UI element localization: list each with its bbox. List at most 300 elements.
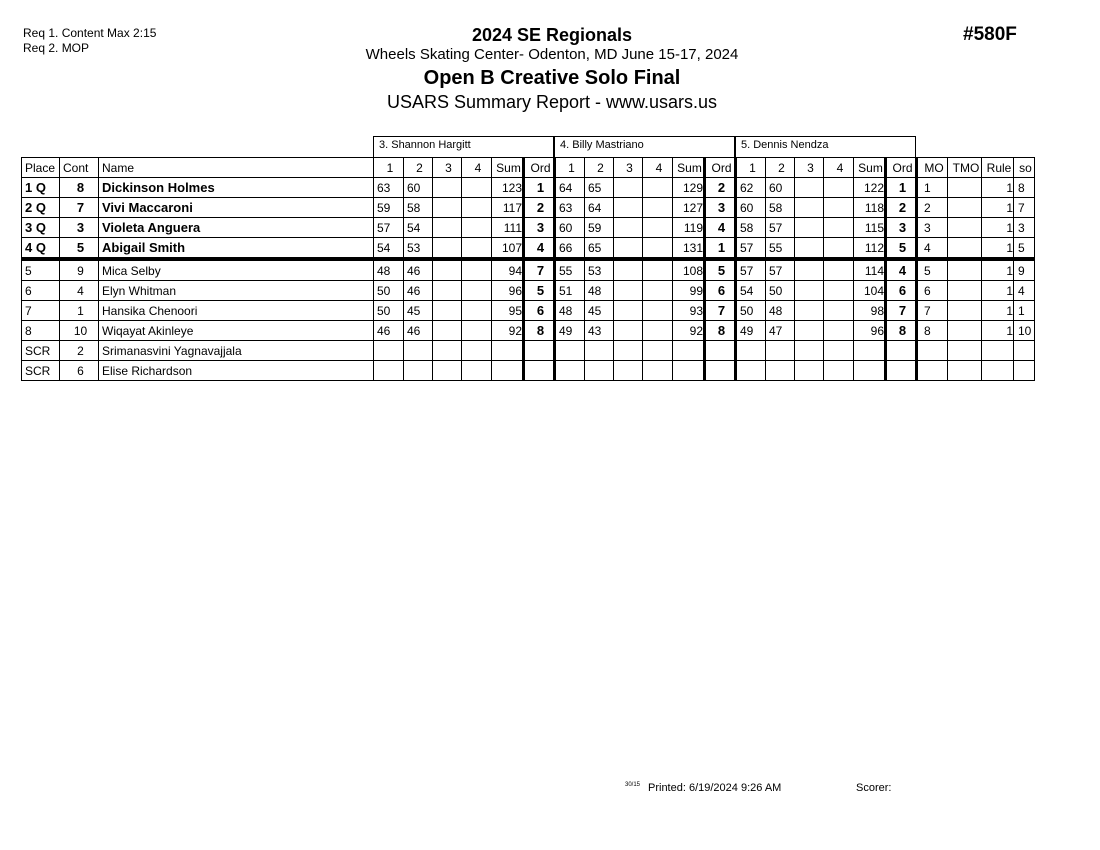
table-cell: 2 xyxy=(524,198,555,218)
table-cell: 1 xyxy=(982,281,1014,301)
judge-5-label: 5. Dennis Nendza xyxy=(735,136,916,157)
table-cell: 1 xyxy=(982,321,1014,341)
table-cell xyxy=(824,178,854,198)
table-cell xyxy=(462,178,492,198)
skater-name-cell: Hansika Chenoori xyxy=(99,301,374,321)
table-cell: 48 xyxy=(374,259,404,281)
skater-name-cell: Elise Richardson xyxy=(99,361,374,381)
place-cell: 3 Q xyxy=(22,218,60,238)
column-header: Ord xyxy=(886,158,917,178)
table-cell xyxy=(433,259,462,281)
table-cell: 112 xyxy=(854,238,886,260)
table-cell xyxy=(824,218,854,238)
table-cell: 4 xyxy=(1014,281,1035,301)
place-cell: SCR xyxy=(22,341,60,361)
table-cell: 117 xyxy=(492,198,524,218)
table-cell xyxy=(705,361,736,381)
skater-name-cell: Vivi Maccaroni xyxy=(99,198,374,218)
table-cell xyxy=(614,321,643,341)
table-cell: 57 xyxy=(766,259,795,281)
table-row xyxy=(22,198,1035,218)
table-cell: 5 xyxy=(60,238,99,260)
scorer-label: Scorer: xyxy=(856,782,892,794)
table-cell xyxy=(948,178,982,198)
table-cell: 57 xyxy=(374,218,404,238)
column-header: 2 xyxy=(766,158,795,178)
table-cell xyxy=(886,341,917,361)
table-cell: 5 xyxy=(524,281,555,301)
table-cell: 58 xyxy=(766,198,795,218)
table-cell: 111 xyxy=(492,218,524,238)
table-cell xyxy=(766,341,795,361)
table-cell xyxy=(433,301,462,321)
table-cell xyxy=(854,341,886,361)
table-cell xyxy=(824,301,854,321)
table-cell xyxy=(524,361,555,381)
table-cell: 6 xyxy=(524,301,555,321)
table-cell xyxy=(854,361,886,381)
report-name: USARS Summary Report - www.usars.us xyxy=(386,92,718,112)
table-cell: 54 xyxy=(374,238,404,260)
column-header: Sum xyxy=(673,158,705,178)
skater-name-cell: Wiqayat Akinleye xyxy=(99,321,374,341)
table-cell: 1 xyxy=(60,301,99,321)
judge-4-label: 4. Billy Mastriano xyxy=(554,136,735,157)
table-cell: 1 xyxy=(1014,301,1035,321)
table-cell: 47 xyxy=(766,321,795,341)
table-cell xyxy=(673,341,705,361)
table-cell: 114 xyxy=(854,259,886,281)
table-cell xyxy=(404,361,433,381)
table-cell: 131 xyxy=(673,238,705,260)
footer-code: 30/15 xyxy=(625,782,641,788)
table-cell xyxy=(948,198,982,218)
table-cell xyxy=(948,218,982,238)
table-cell: 3 xyxy=(886,218,917,238)
table-cell xyxy=(643,178,673,198)
table-cell: 1 xyxy=(982,259,1014,281)
requirement-2: Req 2. MOP xyxy=(23,41,90,55)
table-cell: 127 xyxy=(673,198,705,218)
table-cell: 55 xyxy=(766,238,795,260)
table-cell xyxy=(643,218,673,238)
table-cell: 7 xyxy=(917,301,948,321)
skater-name-cell: Abigail Smith xyxy=(99,238,374,260)
table-cell: 62 xyxy=(736,178,766,198)
table-cell xyxy=(614,178,643,198)
skater-name-cell: Dickinson Holmes xyxy=(99,178,374,198)
table-cell: 118 xyxy=(854,198,886,218)
table-cell xyxy=(462,259,492,281)
table-cell xyxy=(824,321,854,341)
table-cell xyxy=(462,238,492,260)
column-header: 1 xyxy=(555,158,585,178)
table-cell: 1 xyxy=(982,178,1014,198)
table-cell: 64 xyxy=(555,178,585,198)
table-cell xyxy=(948,259,982,281)
column-header: 2 xyxy=(404,158,433,178)
table-cell: 129 xyxy=(673,178,705,198)
column-header: Ord xyxy=(524,158,555,178)
column-header: MO xyxy=(917,158,948,178)
table-cell: 58 xyxy=(736,218,766,238)
table-cell: 57 xyxy=(736,238,766,260)
event-name: Open B Creative Solo Final xyxy=(423,67,681,89)
table-cell: 63 xyxy=(374,178,404,198)
table-cell xyxy=(462,218,492,238)
table-row xyxy=(22,361,1035,381)
table-cell: 95 xyxy=(492,301,524,321)
table-cell xyxy=(614,259,643,281)
table-cell xyxy=(795,281,824,301)
table-cell xyxy=(705,341,736,361)
table-cell: 54 xyxy=(736,281,766,301)
table-cell xyxy=(736,341,766,361)
results-body xyxy=(22,158,1035,381)
table-cell: 3 xyxy=(705,198,736,218)
table-cell: 123 xyxy=(492,178,524,198)
table-cell: 6 xyxy=(917,281,948,301)
table-header-row xyxy=(22,158,1035,178)
table-cell: 8 xyxy=(705,321,736,341)
table-cell: 1 xyxy=(982,301,1014,321)
table-cell xyxy=(614,218,643,238)
table-cell: 122 xyxy=(854,178,886,198)
place-cell: 5 xyxy=(22,259,60,281)
table-cell: 8 xyxy=(1014,178,1035,198)
table-cell: 64 xyxy=(585,198,614,218)
table-cell: 66 xyxy=(555,238,585,260)
table-cell xyxy=(948,361,982,381)
results-table xyxy=(21,157,1035,381)
table-cell xyxy=(492,361,524,381)
column-header: 4 xyxy=(462,158,492,178)
column-header: Sum xyxy=(492,158,524,178)
table-cell: 10 xyxy=(1014,321,1035,341)
table-cell: 1 xyxy=(524,178,555,198)
table-cell xyxy=(462,281,492,301)
table-cell: 46 xyxy=(374,321,404,341)
table-cell xyxy=(917,361,948,381)
table-cell xyxy=(673,361,705,381)
place-cell: 6 xyxy=(22,281,60,301)
place-cell: 8 xyxy=(22,321,60,341)
table-cell xyxy=(614,341,643,361)
table-cell: 8 xyxy=(524,321,555,341)
column-header: 1 xyxy=(736,158,766,178)
table-cell xyxy=(462,301,492,321)
table-cell: 10 xyxy=(60,321,99,341)
table-cell xyxy=(948,321,982,341)
table-cell: 4 xyxy=(886,259,917,281)
table-cell: 5 xyxy=(917,259,948,281)
table-cell xyxy=(824,281,854,301)
table-cell xyxy=(795,341,824,361)
table-row xyxy=(22,341,1035,361)
table-cell xyxy=(614,361,643,381)
table-cell: 7 xyxy=(60,198,99,218)
column-header: 1 xyxy=(374,158,404,178)
table-cell xyxy=(948,341,982,361)
table-cell: 96 xyxy=(492,281,524,301)
table-cell xyxy=(948,238,982,260)
table-cell xyxy=(1014,341,1035,361)
table-cell xyxy=(462,361,492,381)
table-cell xyxy=(1014,361,1035,381)
table-cell: 7 xyxy=(1014,198,1035,218)
table-cell: 2 xyxy=(917,198,948,218)
table-cell: 50 xyxy=(374,281,404,301)
table-cell: 2 xyxy=(886,198,917,218)
table-cell: 58 xyxy=(404,198,433,218)
place-cell: 7 xyxy=(22,301,60,321)
table-cell xyxy=(795,238,824,260)
skater-name-cell: Elyn Whitman xyxy=(99,281,374,301)
table-cell xyxy=(614,198,643,218)
table-cell xyxy=(795,321,824,341)
table-cell xyxy=(374,341,404,361)
place-cell: SCR xyxy=(22,361,60,381)
table-cell: 50 xyxy=(374,301,404,321)
judge-3-label: 3. Shannon Hargitt xyxy=(373,136,554,157)
table-cell xyxy=(917,341,948,361)
column-header: 2 xyxy=(585,158,614,178)
table-cell xyxy=(643,341,673,361)
table-cell: 45 xyxy=(585,301,614,321)
table-cell: 60 xyxy=(736,198,766,218)
table-cell xyxy=(614,301,643,321)
table-row xyxy=(22,178,1035,198)
table-cell xyxy=(433,198,462,218)
table-cell: 119 xyxy=(673,218,705,238)
table-cell: 8 xyxy=(886,321,917,341)
table-row xyxy=(22,281,1035,301)
skater-name-cell: Srimanasvini Yagnavajjala xyxy=(99,341,374,361)
table-cell xyxy=(404,341,433,361)
venue-line: Wheels Skating Center- Odenton, MD June 15-17, 2024 xyxy=(365,46,739,63)
table-cell xyxy=(886,361,917,381)
table-cell xyxy=(433,238,462,260)
table-cell xyxy=(824,198,854,218)
table-cell xyxy=(462,198,492,218)
table-cell: 8 xyxy=(917,321,948,341)
table-cell: 51 xyxy=(555,281,585,301)
table-cell xyxy=(766,361,795,381)
table-cell: 7 xyxy=(705,301,736,321)
table-cell xyxy=(643,301,673,321)
table-cell: 1 xyxy=(917,178,948,198)
table-cell xyxy=(643,238,673,260)
table-row xyxy=(22,301,1035,321)
table-cell: 48 xyxy=(766,301,795,321)
table-row xyxy=(22,238,1035,260)
table-cell: 92 xyxy=(492,321,524,341)
skater-name-cell: Violeta Anguera xyxy=(99,218,374,238)
competition-title: 2024 SE Regionals xyxy=(471,25,633,45)
table-cell: 115 xyxy=(854,218,886,238)
table-cell: 9 xyxy=(60,259,99,281)
column-header: 4 xyxy=(824,158,854,178)
table-cell: 94 xyxy=(492,259,524,281)
table-cell xyxy=(614,238,643,260)
table-cell: 53 xyxy=(404,238,433,260)
table-cell xyxy=(614,281,643,301)
table-cell xyxy=(433,281,462,301)
table-cell: 96 xyxy=(854,321,886,341)
table-cell: 3 xyxy=(524,218,555,238)
place-cell: 4 Q xyxy=(22,238,60,260)
table-cell: 63 xyxy=(555,198,585,218)
column-header: Ord xyxy=(705,158,736,178)
table-cell: 6 xyxy=(705,281,736,301)
table-cell: 93 xyxy=(673,301,705,321)
table-cell: 98 xyxy=(854,301,886,321)
table-row xyxy=(22,259,1035,281)
column-header: Name xyxy=(99,158,374,178)
table-cell xyxy=(948,301,982,321)
table-cell: 59 xyxy=(585,218,614,238)
column-header: Cont xyxy=(60,158,99,178)
table-cell: 55 xyxy=(555,259,585,281)
table-cell: 92 xyxy=(673,321,705,341)
table-cell xyxy=(736,361,766,381)
report-header xyxy=(300,24,804,113)
skater-name-cell: Mica Selby xyxy=(99,259,374,281)
table-cell: 2 xyxy=(60,341,99,361)
table-cell: 107 xyxy=(492,238,524,260)
table-cell xyxy=(643,321,673,341)
table-cell xyxy=(982,341,1014,361)
table-cell xyxy=(643,198,673,218)
table-cell: 65 xyxy=(585,238,614,260)
table-cell xyxy=(824,361,854,381)
table-cell: 1 xyxy=(886,178,917,198)
table-cell: 3 xyxy=(60,218,99,238)
table-cell: 57 xyxy=(766,218,795,238)
table-cell xyxy=(555,341,585,361)
table-cell: 59 xyxy=(374,198,404,218)
table-cell xyxy=(433,341,462,361)
table-cell: 4 xyxy=(524,238,555,260)
table-cell xyxy=(524,341,555,361)
place-cell: 2 Q xyxy=(22,198,60,218)
column-header: 3 xyxy=(433,158,462,178)
table-cell: 43 xyxy=(585,321,614,341)
table-cell: 1 xyxy=(982,238,1014,260)
table-cell: 4 xyxy=(60,281,99,301)
table-cell: 49 xyxy=(555,321,585,341)
table-cell: 108 xyxy=(673,259,705,281)
table-cell xyxy=(462,321,492,341)
table-cell: 99 xyxy=(673,281,705,301)
table-cell: 46 xyxy=(404,259,433,281)
table-cell: 50 xyxy=(736,301,766,321)
column-header: Place xyxy=(22,158,60,178)
table-cell: 2 xyxy=(705,178,736,198)
table-cell xyxy=(433,321,462,341)
table-cell: 1 xyxy=(982,198,1014,218)
table-cell: 65 xyxy=(585,178,614,198)
table-cell xyxy=(585,341,614,361)
table-cell: 4 xyxy=(705,218,736,238)
table-cell: 48 xyxy=(585,281,614,301)
column-header: Sum xyxy=(854,158,886,178)
table-cell: 48 xyxy=(555,301,585,321)
table-cell xyxy=(795,178,824,198)
table-cell: 1 xyxy=(982,218,1014,238)
table-cell: 60 xyxy=(555,218,585,238)
table-cell xyxy=(982,361,1014,381)
table-cell xyxy=(824,341,854,361)
table-cell: 46 xyxy=(404,321,433,341)
table-cell xyxy=(492,341,524,361)
column-header: so xyxy=(1014,158,1035,178)
table-cell xyxy=(795,198,824,218)
table-cell: 60 xyxy=(766,178,795,198)
column-header: 3 xyxy=(795,158,824,178)
table-cell: 7 xyxy=(524,259,555,281)
table-cell xyxy=(795,259,824,281)
table-cell: 45 xyxy=(404,301,433,321)
table-cell xyxy=(555,361,585,381)
table-cell: 57 xyxy=(736,259,766,281)
table-cell: 5 xyxy=(886,238,917,260)
table-cell xyxy=(795,218,824,238)
table-cell: 6 xyxy=(60,361,99,381)
table-cell xyxy=(948,281,982,301)
table-cell xyxy=(585,361,614,381)
table-cell: 104 xyxy=(854,281,886,301)
table-cell: 49 xyxy=(736,321,766,341)
table-cell xyxy=(824,259,854,281)
table-cell xyxy=(433,178,462,198)
table-cell: 53 xyxy=(585,259,614,281)
table-cell xyxy=(433,218,462,238)
table-cell xyxy=(795,361,824,381)
table-cell xyxy=(643,281,673,301)
table-cell: 9 xyxy=(1014,259,1035,281)
column-header: 4 xyxy=(643,158,673,178)
printed-timestamp: Printed: 6/19/2024 9:26 AM xyxy=(648,782,782,794)
table-cell: 4 xyxy=(917,238,948,260)
table-cell xyxy=(824,238,854,260)
table-cell: 8 xyxy=(60,178,99,198)
table-cell: 1 xyxy=(705,238,736,260)
requirement-1: Req 1. Content Max 2:15 xyxy=(23,26,157,40)
event-number: #580F xyxy=(963,24,1017,45)
column-header: TMO xyxy=(948,158,982,178)
table-cell xyxy=(643,259,673,281)
table-row xyxy=(22,321,1035,341)
column-header: Rule xyxy=(982,158,1014,178)
table-cell: 46 xyxy=(404,281,433,301)
table-cell: 60 xyxy=(404,178,433,198)
table-cell: 7 xyxy=(886,301,917,321)
table-cell: 50 xyxy=(766,281,795,301)
table-cell xyxy=(643,361,673,381)
table-row xyxy=(22,218,1035,238)
table-cell xyxy=(374,361,404,381)
table-cell: 5 xyxy=(705,259,736,281)
table-cell xyxy=(795,301,824,321)
column-header: 3 xyxy=(614,158,643,178)
place-cell: 1 Q xyxy=(22,178,60,198)
table-cell xyxy=(462,341,492,361)
table-cell: 6 xyxy=(886,281,917,301)
table-cell: 54 xyxy=(404,218,433,238)
table-cell: 5 xyxy=(1014,238,1035,260)
table-cell: 3 xyxy=(1014,218,1035,238)
